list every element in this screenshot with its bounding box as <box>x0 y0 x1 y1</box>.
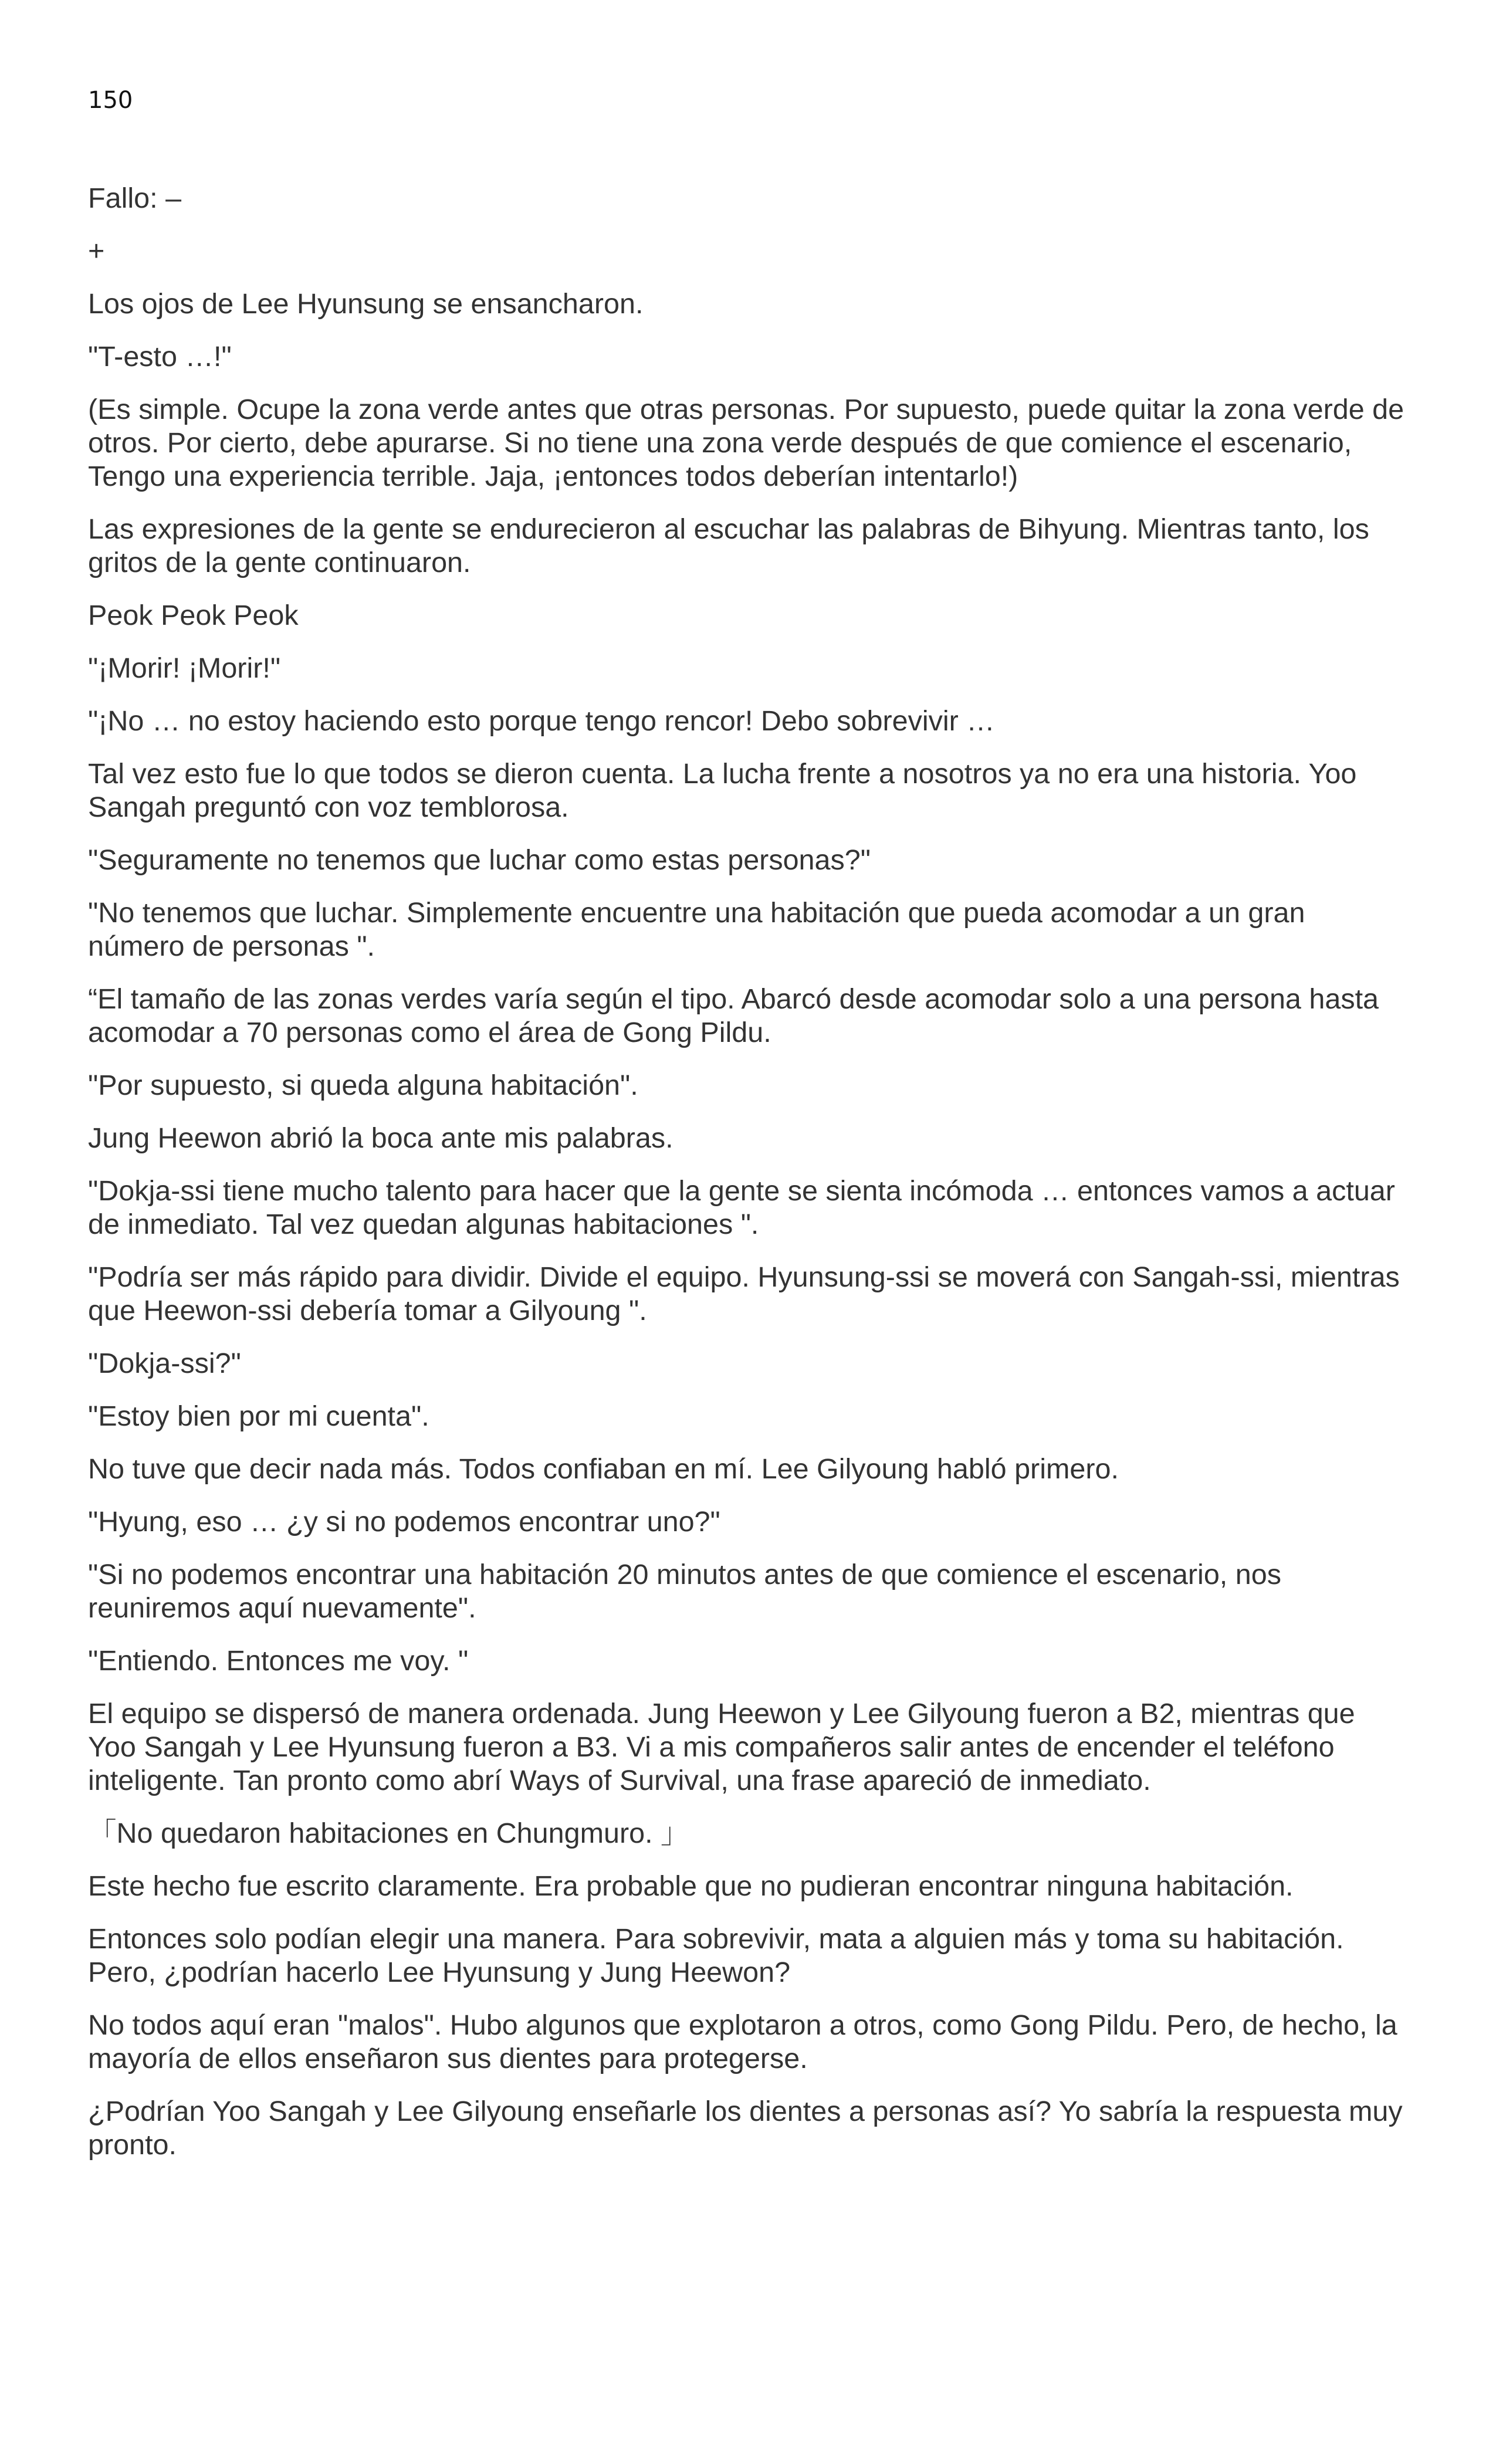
paragraph: "Entiendo. Entonces me voy. " <box>88 1645 469 1677</box>
paragraph: "No tenemos que luchar. Simplemente encuentre una habitación que pueda acomodar a un gran número de personas ". <box>88 897 1305 962</box>
paragraph: Peok Peok Peok <box>88 600 299 631</box>
paragraph: Jung Heewon abrió la boca ante mis palabras. <box>88 1122 673 1154</box>
paragraph: Fallo: – <box>88 182 182 214</box>
paragraph: Este hecho fue escrito claramente. Era probable que no pudieran encontrar ninguna habitación. <box>88 1870 1294 1902</box>
paragraph: "¡Morir! ¡Morir!" <box>88 652 281 684</box>
paragraph: "¡No … no estoy haciendo esto porque tengo rencor! Debo sobrevivir … <box>88 705 995 737</box>
page-body <box>88 182 1408 2181</box>
paragraph: "Dokja-ssi?" <box>88 1348 241 1379</box>
paragraph: "Si no podemos encontrar una habitación 20 minutos antes de que comience el escenario, nos reuniremos aquí nuevamente". <box>88 1559 1281 1624</box>
paragraph: Tal vez esto fue lo que todos se dieron cuenta. La lucha frente a nosotros ya no era una historia. Yoo Sangah preguntó con voz temblorosa. <box>88 758 1357 823</box>
paragraph: "Estoy bien por mi cuenta". <box>88 1400 429 1432</box>
paragraph: No tuve que decir nada más. Todos confiaban en mí. Lee Gilyoung habló primero. <box>88 1453 1119 1485</box>
paragraph: "Por supuesto, si queda alguna habitación". <box>88 1069 638 1101</box>
paragraph: "Dokja-ssi tiene mucho talento para hacer que la gente se sienta incómoda … entonces vamos a actuar de inmediato. Tal vez quedan algunas habitaciones ". <box>88 1175 1395 1240</box>
paragraph: + <box>88 235 105 267</box>
paragraph: El equipo se dispersó de manera ordenada. Jung Heewon y Lee Gilyoung fueron a B2, mientras que Yoo Sangah y Lee Hyunsung fueron a B3. Vi a mis compañeros salir antes de encender el teléfono inteligente. Tan pronto como abrí Ways of Survival, una frase apareció de inmediato. <box>88 1698 1355 1796</box>
paragraph: Las expresiones de la gente se endurecieron al escuchar las palabras de Bihyung. Mientras tanto, los gritos de la gente continuaron. <box>88 513 1369 578</box>
paragraph: "Hyung, eso … ¿y si no podemos encontrar uno?" <box>88 1506 720 1538</box>
paragraph: No todos aquí eran "malos". Hubo algunos que explotaron a otros, como Gong Pildu. Pero, de hecho, la mayoría de ellos enseñaron sus dientes para protegerse. <box>88 2009 1397 2074</box>
paragraph: "Podría ser más rápido para dividir. Divide el equipo. Hyunsung-ssi se moverá con Sangah-ssi, mientras que Heewon-ssi debería tomar a Gilyoung ". <box>88 1261 1400 1326</box>
paragraph: (Es simple. Ocupe la zona verde antes que otras personas. Por supuesto, puede quitar la zona verde de otros. Por cierto, debe apurarse. Si no tiene una zona verde después de que comience el escenario, Tengo una experiencia terrible. Jaja, ¡entonces todos deberían intentarlo!) <box>88 394 1404 492</box>
paragraph: 「No quedaron habitaciones en Chungmuro. 」 <box>88 1817 689 1849</box>
paragraph: “El tamaño de las zonas verdes varía según el tipo. Abarcó desde acomodar solo a una persona hasta acomodar a 70 personas como el área de Gong Pildu. <box>88 983 1379 1048</box>
paragraph: Entonces solo podían elegir una manera. Para sobrevivir, mata a alguien más y toma su habitación. Pero, ¿podrían hacerlo Lee Hyunsung y Jung Heewon? <box>88 1923 1344 1988</box>
page-number: 150 <box>88 87 133 114</box>
paragraph: ¿Podrían Yoo Sangah y Lee Gilyoung enseñarle los dientes a personas así? Yo sabría la respuesta muy pronto. <box>88 2096 1403 2161</box>
paragraph: "Seguramente no tenemos que luchar como estas personas?" <box>88 844 871 876</box>
paragraph: "T-esto …!" <box>88 341 232 373</box>
paragraph: Los ojos de Lee Hyunsung se ensancharon. <box>88 288 644 320</box>
